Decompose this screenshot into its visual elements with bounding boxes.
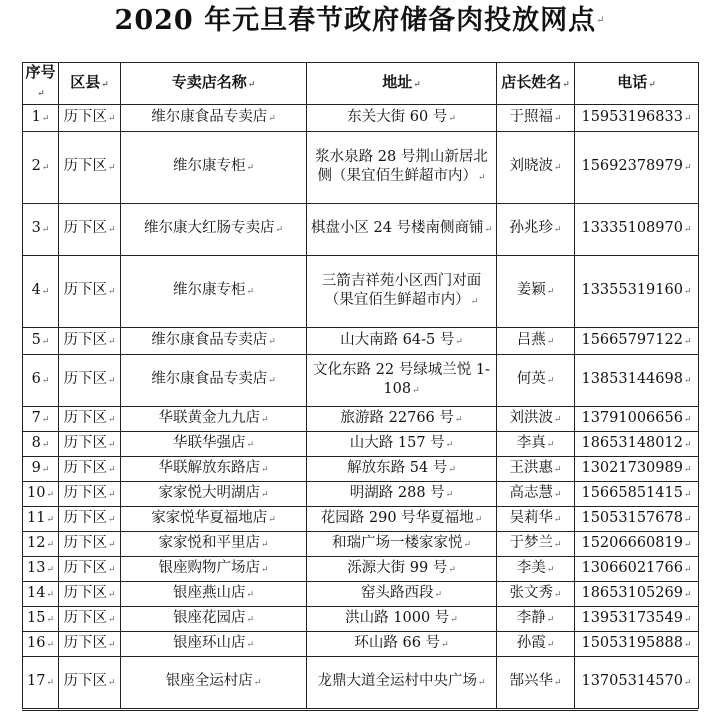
cell-district: 历下区↵	[59, 632, 121, 657]
cell-address: 解放东路 54 号↵	[307, 457, 497, 482]
cell-address: 环山路 66 号↵	[307, 632, 497, 657]
cell-manager: 孙兆珍↵	[497, 204, 575, 256]
cell-district: 历下区↵	[59, 407, 121, 432]
cell-manager: 李静↵	[497, 607, 575, 632]
document-title-text: 2020 年元旦春节政府储备肉投放网点	[114, 5, 597, 36]
cell-no: 3↵	[23, 204, 59, 256]
cell-no: 12↵	[23, 532, 59, 557]
cell-store: 维尔康食品专卖店↵	[121, 355, 307, 407]
cell-district: 历下区↵	[59, 607, 121, 632]
cell-phone: 15206660819↵	[575, 532, 699, 557]
cell-phone: 13953173549↵	[575, 607, 699, 632]
cell-manager: 高志慧↵	[497, 482, 575, 507]
header-store: 专卖店名称↵	[121, 63, 307, 105]
cell-phone: 13335108970↵	[575, 204, 699, 256]
table-row	[23, 532, 699, 557]
cell-manager: 郜兴华↵	[497, 657, 575, 709]
cell-address: 三箭吉祥苑小区西门对面（果宜佰生鲜超市内）↵	[307, 256, 497, 328]
cell-district: 历下区↵	[59, 256, 121, 328]
cell-store: 银座购物广场店↵	[121, 557, 307, 582]
cell-no: 16↵	[23, 632, 59, 657]
cell-manager: 张文秀↵	[497, 582, 575, 607]
cell-district: 历下区↵	[59, 457, 121, 482]
cell-district: 历下区↵	[59, 482, 121, 507]
cell-store: 银座燕山店↵	[121, 582, 307, 607]
cell-district: 历下区↵	[59, 582, 121, 607]
cell-manager: 何英↵	[497, 355, 575, 407]
document-title	[0, 2, 720, 40]
cell-district: 历下区↵	[59, 532, 121, 557]
table-row	[23, 607, 699, 632]
cell-manager: 李真↵	[497, 432, 575, 457]
cell-phone: 13355319160↵	[575, 256, 699, 328]
cell-address: 文化东路 22 号绿城兰悦 1-108↵	[307, 355, 497, 407]
cell-no: 7↵	[23, 407, 59, 432]
cell-manager: 刘洪波↵	[497, 407, 575, 432]
header-district: 区县↵	[59, 63, 121, 105]
table-row	[23, 557, 699, 582]
cell-district: 历下区↵	[59, 557, 121, 582]
cell-phone: 15053195888↵	[575, 632, 699, 657]
cell-manager: 李美↵	[497, 557, 575, 582]
cell-phone: 13066021766↵	[575, 557, 699, 582]
table-row	[23, 432, 699, 457]
cell-store: 家家悦华夏福地店↵	[121, 507, 307, 532]
cell-no: 17↵	[23, 657, 59, 709]
cell-address: 窑头路西段↵	[307, 582, 497, 607]
cell-manager: 姜颖↵	[497, 256, 575, 328]
cell-address: 东关大街 60 号↵	[307, 105, 497, 132]
cell-no: 4↵	[23, 256, 59, 328]
header-address: 地址↵	[307, 63, 497, 105]
cell-district: 历下区↵	[59, 105, 121, 132]
cell-phone: 15953196833↵	[575, 105, 699, 132]
cell-district: 历下区↵	[59, 657, 121, 709]
table-row	[23, 328, 699, 355]
header-no: 序号↵	[23, 63, 59, 105]
cell-district: 历下区↵	[59, 204, 121, 256]
header-phone: 电话↵	[575, 63, 699, 105]
table-row	[23, 657, 699, 709]
cell-phone: 15665851415↵	[575, 482, 699, 507]
cell-phone: 18653148012↵	[575, 432, 699, 457]
table-row	[23, 256, 699, 328]
cell-no: 10↵	[23, 482, 59, 507]
cell-store: 维尔康专柜↵	[121, 256, 307, 328]
table-row	[23, 355, 699, 407]
cell-district: 历下区↵	[59, 355, 121, 407]
cell-no: 14↵	[23, 582, 59, 607]
cell-store: 维尔康食品专卖店↵	[121, 328, 307, 355]
cell-manager: 吴莉华↵	[497, 507, 575, 532]
cell-no: 11↵	[23, 507, 59, 532]
table-row	[23, 407, 699, 432]
cell-address: 泺源大街 99 号↵	[307, 557, 497, 582]
cell-district: 历下区↵	[59, 507, 121, 532]
cell-no: 8↵	[23, 432, 59, 457]
cell-address: 旅游路 22766 号↵	[307, 407, 497, 432]
cell-phone: 15692378979↵	[575, 132, 699, 204]
cell-phone: 15053157678↵	[575, 507, 699, 532]
table-header-row	[23, 63, 699, 105]
cell-no: 5↵	[23, 328, 59, 355]
cell-no: 2↵	[23, 132, 59, 204]
cell-no: 1↵	[23, 105, 59, 132]
cell-address: 山大南路 64-5 号↵	[307, 328, 497, 355]
cell-manager: 孙霞↵	[497, 632, 575, 657]
cell-district: 历下区↵	[59, 328, 121, 355]
cell-phone: 13705314570↵	[575, 657, 699, 709]
cell-store: 家家悦大明湖店↵	[121, 482, 307, 507]
cell-store: 维尔康食品专卖店↵	[121, 105, 307, 132]
header-manager: 店长姓名↵	[497, 63, 575, 105]
cell-address: 洪山路 1000 号↵	[307, 607, 497, 632]
cell-manager: 刘晓波↵	[497, 132, 575, 204]
cell-address: 浆水泉路 28 号荆山新居北侧（果宜佰生鲜超市内）↵	[307, 132, 497, 204]
cell-store: 维尔康专柜↵	[121, 132, 307, 204]
cell-address: 明湖路 288 号↵	[307, 482, 497, 507]
table-row	[23, 457, 699, 482]
cell-manager: 吕燕↵	[497, 328, 575, 355]
cell-address: 花园路 290 号华夏福地↵	[307, 507, 497, 532]
cell-store: 维尔康大红肠专卖店↵	[121, 204, 307, 256]
table-row	[23, 105, 699, 132]
cell-store: 华联解放东路店↵	[121, 457, 307, 482]
cell-address: 和瑞广场一楼家家悦↵	[307, 532, 497, 557]
cell-address: 龙鼎大道全运村中央广场↵	[307, 657, 497, 709]
cell-district: 历下区↵	[59, 132, 121, 204]
table-row	[23, 582, 699, 607]
table-body	[23, 105, 699, 709]
cell-phone: 13021730989↵	[575, 457, 699, 482]
cell-store: 华联华强店↵	[121, 432, 307, 457]
table-row	[23, 632, 699, 657]
cell-no: 13↵	[23, 557, 59, 582]
cell-manager: 于照福↵	[497, 105, 575, 132]
cell-manager: 王洪惠↵	[497, 457, 575, 482]
table-row	[23, 132, 699, 204]
cell-no: 15↵	[23, 607, 59, 632]
cell-store: 银座全运村店↵	[121, 657, 307, 709]
cell-manager: 于梦兰↵	[497, 532, 575, 557]
table-row	[23, 507, 699, 532]
paragraph-mark-icon: ↵	[596, 15, 606, 26]
cell-address: 山大路 157 号↵	[307, 432, 497, 457]
cell-phone: 15665797122↵	[575, 328, 699, 355]
cell-phone: 13791006656↵	[575, 407, 699, 432]
cell-no: 6↵	[23, 355, 59, 407]
cell-phone: 18653105269↵	[575, 582, 699, 607]
outlet-table	[22, 62, 699, 709]
cell-store: 家家悦和平里店↵	[121, 532, 307, 557]
table-row	[23, 204, 699, 256]
cell-store: 华联黄金九九店↵	[121, 407, 307, 432]
cell-no: 9↵	[23, 457, 59, 482]
cell-store: 银座环山店↵	[121, 632, 307, 657]
cell-district: 历下区↵	[59, 432, 121, 457]
cell-phone: 13853144698↵	[575, 355, 699, 407]
table-row	[23, 482, 699, 507]
cell-store: 银座花园店↵	[121, 607, 307, 632]
cell-address: 棋盘小区 24 号楼南侧商铺↵	[307, 204, 497, 256]
